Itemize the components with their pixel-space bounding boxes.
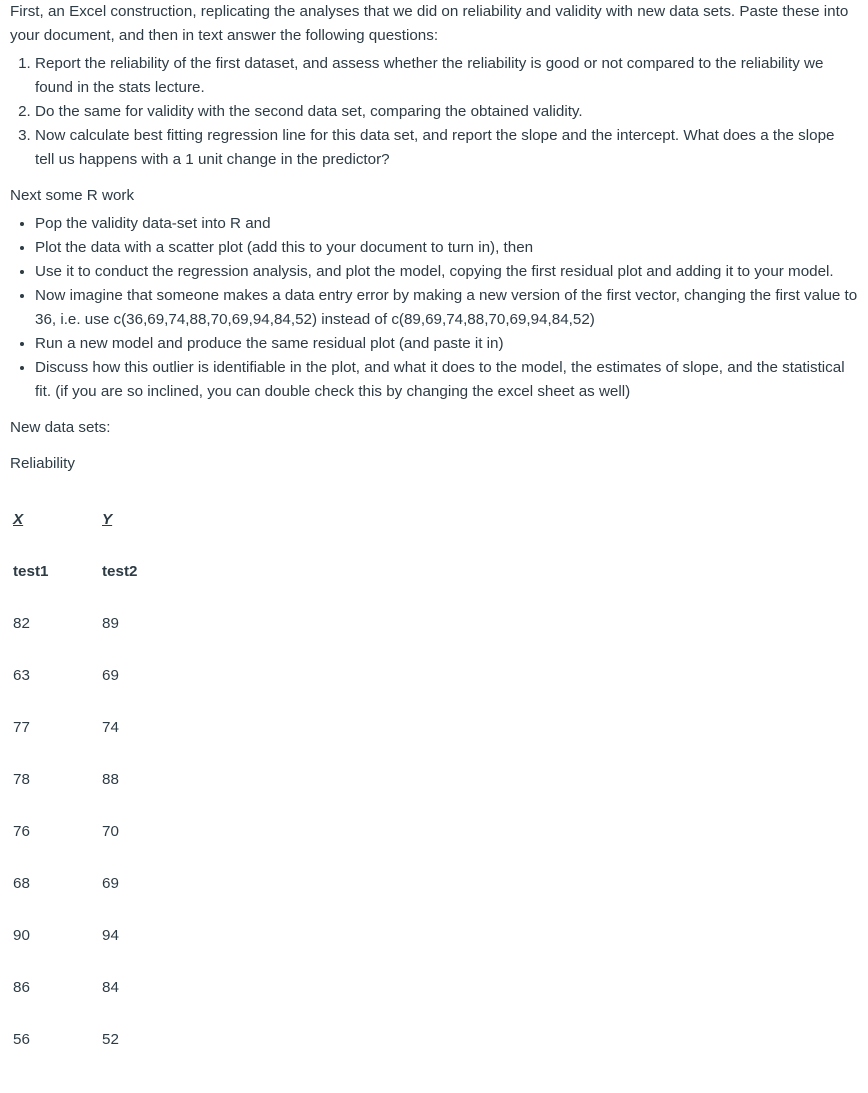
table-row — [10, 754, 202, 806]
test2-cell: 69 — [102, 667, 119, 684]
test2-cell: 69 — [102, 875, 119, 892]
r-task-item: • Run a new model and produce the same residual plot (and paste it in) — [35, 332, 858, 356]
questions-list — [10, 52, 858, 172]
test1-cell: 56 — [13, 1031, 30, 1048]
x-column-header: X — [13, 511, 24, 528]
test1-cell: 78 — [13, 771, 30, 788]
question-item: 1. Report the reliability of the first dataset, and assess whether the reliability is good or not compared to the reliability we found in the stats lecture. — [35, 52, 858, 100]
new-data-sets-label: New data sets: — [10, 419, 111, 436]
test2-cell: 88 — [102, 771, 119, 788]
table-header-row — [10, 494, 202, 546]
r-task-item: • Use it to conduct the regression analysis, and plot the model, copying the first residual plot and adding it to your model. — [35, 260, 858, 284]
test1-cell: 77 — [13, 719, 30, 736]
table-row — [10, 910, 202, 962]
intro-paragraph: First, an Excel construction, replicating the analyses that we did on reliability and validity with new data sets. Paste these into your document, and then in text answer the following questions: — [10, 3, 849, 44]
test2-cell: 84 — [102, 979, 119, 996]
test2-cell: 52 — [102, 1031, 119, 1048]
table-row — [10, 598, 202, 650]
reliability-table — [10, 494, 202, 1066]
table-row — [10, 806, 202, 858]
table-row — [10, 962, 202, 1014]
test2-cell: 74 — [102, 719, 119, 736]
table-row — [10, 858, 202, 910]
table-row — [10, 1014, 202, 1066]
test2-cell: 89 — [102, 615, 119, 632]
table-row — [10, 650, 202, 702]
reliability-label: Reliability — [10, 455, 75, 472]
test1-cell: 90 — [13, 927, 30, 944]
r-tasks-list — [10, 212, 858, 404]
table-name-row — [10, 546, 202, 598]
test1-cell: 86 — [13, 979, 30, 996]
table-row — [10, 702, 202, 754]
r-task-item: • Now imagine that someone makes a data entry error by making a new version of the first vector, changing the first value to 36, i.e. use c(36,69,74,88,70,69,94,84,52) instead of c(89,69,74,88,70,69,94,84,52) — [35, 284, 858, 332]
r-task-item: • Discuss how this outlier is identifiable in the plot, and what it does to the model, the estimates of slope, and the statistical fit. (if you are so inclined, you can double check this by changing the excel sheet as well) — [35, 356, 858, 404]
test1-cell: 68 — [13, 875, 30, 892]
question-item: 3. Now calculate best fitting regression line for this data set, and report the slope and the intercept. What does a the slope tell us happens with a 1 unit change in the predictor? — [35, 124, 858, 172]
r-task-item: • Plot the data with a scatter plot (add this to your document to turn in), then — [35, 236, 858, 260]
y-column-header: Y — [102, 511, 113, 528]
test2-cell: 70 — [102, 823, 119, 840]
test2-column-name: test2 — [102, 563, 138, 580]
question-item: 2. Do the same for validity with the second data set, comparing the obtained validity. — [35, 100, 858, 124]
r-work-heading: Next some R work — [10, 187, 135, 204]
r-task-item: • Pop the validity data-set into R and — [35, 212, 858, 236]
test1-cell: 82 — [13, 615, 30, 632]
test1-column-name: test1 — [13, 563, 49, 580]
test2-cell: 94 — [102, 927, 119, 944]
test1-cell: 63 — [13, 667, 30, 684]
test1-cell: 76 — [13, 823, 30, 840]
